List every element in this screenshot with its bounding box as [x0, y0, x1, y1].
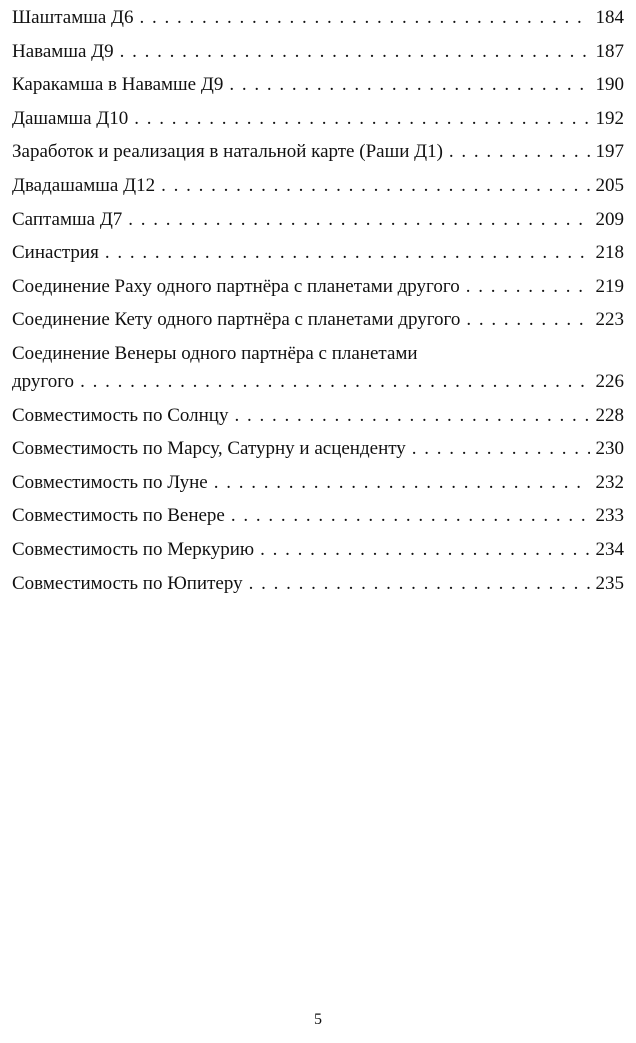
toc-entry-title: Заработок и реализация в натальной карте (Раши Д1) [12, 141, 443, 163]
dot-leader [460, 306, 590, 334]
dot-leader [406, 435, 590, 463]
dot-leader [99, 239, 590, 267]
toc-entry-earnings-natal-chart[interactable] [12, 138, 624, 166]
toc-entry-title: Саптамша Д7 [12, 208, 123, 230]
toc-entry-title: Дашамша Д10 [12, 107, 129, 129]
dot-leader [128, 105, 590, 133]
toc-entry-jupiter-compatibility[interactable] [12, 570, 624, 598]
toc-entry-title: Соединение Раху одного партнёра с планетами другого [12, 275, 460, 297]
dot-leader [443, 138, 590, 166]
toc-entry-title: Шаштамша Д6 [12, 7, 134, 28]
toc-entry-page: 205 [595, 174, 624, 196]
toc-entry-title: Совместимость по Юпитеру [12, 572, 243, 594]
toc-entry-karakamsha[interactable] [12, 71, 624, 99]
table-of-contents [12, 4, 624, 603]
toc-entry-title-line1: Соединение Венеры одного партнёра с планетами [12, 342, 418, 364]
dot-leader [114, 38, 590, 66]
toc-entry-page: 230 [595, 438, 624, 460]
toc-entry-page: 218 [595, 242, 624, 264]
dot-leader [225, 502, 590, 530]
page-number: 5 [314, 1011, 322, 1028]
toc-entry-navamsha[interactable] [12, 38, 624, 66]
toc-entry-title: Синастрия [12, 242, 99, 264]
toc-entry-synastry[interactable] [12, 239, 624, 267]
toc-entry-page: 197 [595, 141, 624, 163]
toc-entry-shashtamsha[interactable] [12, 4, 624, 32]
toc-entry-title: Совместимость по Солнцу [12, 404, 229, 426]
toc-entry-title: Совместимость по Венере [12, 505, 225, 527]
toc-entry-saptamsha[interactable] [12, 206, 624, 234]
toc-entry-title: Совместимость по Меркурию [12, 538, 255, 560]
dot-leader [122, 206, 590, 234]
toc-entry-title: Навамша Д9 [12, 40, 114, 62]
toc-entry-title: Двадашамша Д12 [12, 174, 156, 196]
toc-entry-title: Соединение Кету одного партнёра с планетами другого [12, 309, 461, 331]
toc-entry-page: 226 [595, 370, 624, 392]
dot-leader [223, 71, 590, 99]
toc-entry-page: 192 [595, 107, 624, 129]
toc-entry-dashamsha[interactable] [12, 105, 624, 133]
toc-entry-dvadashamsha[interactable] [12, 172, 624, 200]
dot-leader [155, 172, 590, 200]
dot-leader [228, 402, 590, 430]
dot-leader [460, 273, 590, 301]
toc-entry-sun-compatibility[interactable] [12, 402, 624, 430]
toc-entry-mars-saturn-asc-compatibility[interactable] [12, 435, 624, 463]
toc-entry-title: Совместимость по Марсу, Сатурну и асценденту [12, 438, 406, 460]
toc-entry-rahu-conjunction[interactable] [12, 273, 624, 301]
toc-entry-page: 228 [595, 404, 624, 426]
toc-entry-title: Каракамша в Навамше Д9 [12, 74, 224, 96]
toc-entry-venus-compatibility[interactable] [12, 502, 624, 530]
toc-entry-page: 234 [595, 538, 624, 560]
toc-entry-page: 233 [595, 505, 624, 527]
toc-entry-title: другого [12, 370, 75, 392]
dot-leader [74, 368, 590, 396]
dot-leader [208, 469, 590, 497]
toc-entry-page: 219 [595, 275, 624, 297]
toc-entry-title: Совместимость по Луне [12, 471, 208, 493]
toc-entry-page: 235 [595, 572, 624, 594]
toc-entry-page: 209 [595, 208, 624, 230]
toc-entry-venus-conjunction[interactable] [12, 340, 624, 396]
toc-entry-page: 223 [595, 309, 624, 331]
toc-entry-page: 187 [595, 40, 624, 62]
toc-entry-mercury-compatibility[interactable] [12, 536, 624, 564]
toc-entry-ketu-conjunction[interactable] [12, 306, 624, 334]
toc-entry-moon-compatibility[interactable] [12, 469, 624, 497]
toc-entry-page: 190 [595, 74, 624, 96]
toc-entry-page: 232 [595, 471, 624, 493]
dot-leader [134, 4, 591, 32]
toc-entry-page: 184 [595, 7, 624, 28]
dot-leader [243, 570, 590, 598]
dot-leader [254, 536, 590, 564]
